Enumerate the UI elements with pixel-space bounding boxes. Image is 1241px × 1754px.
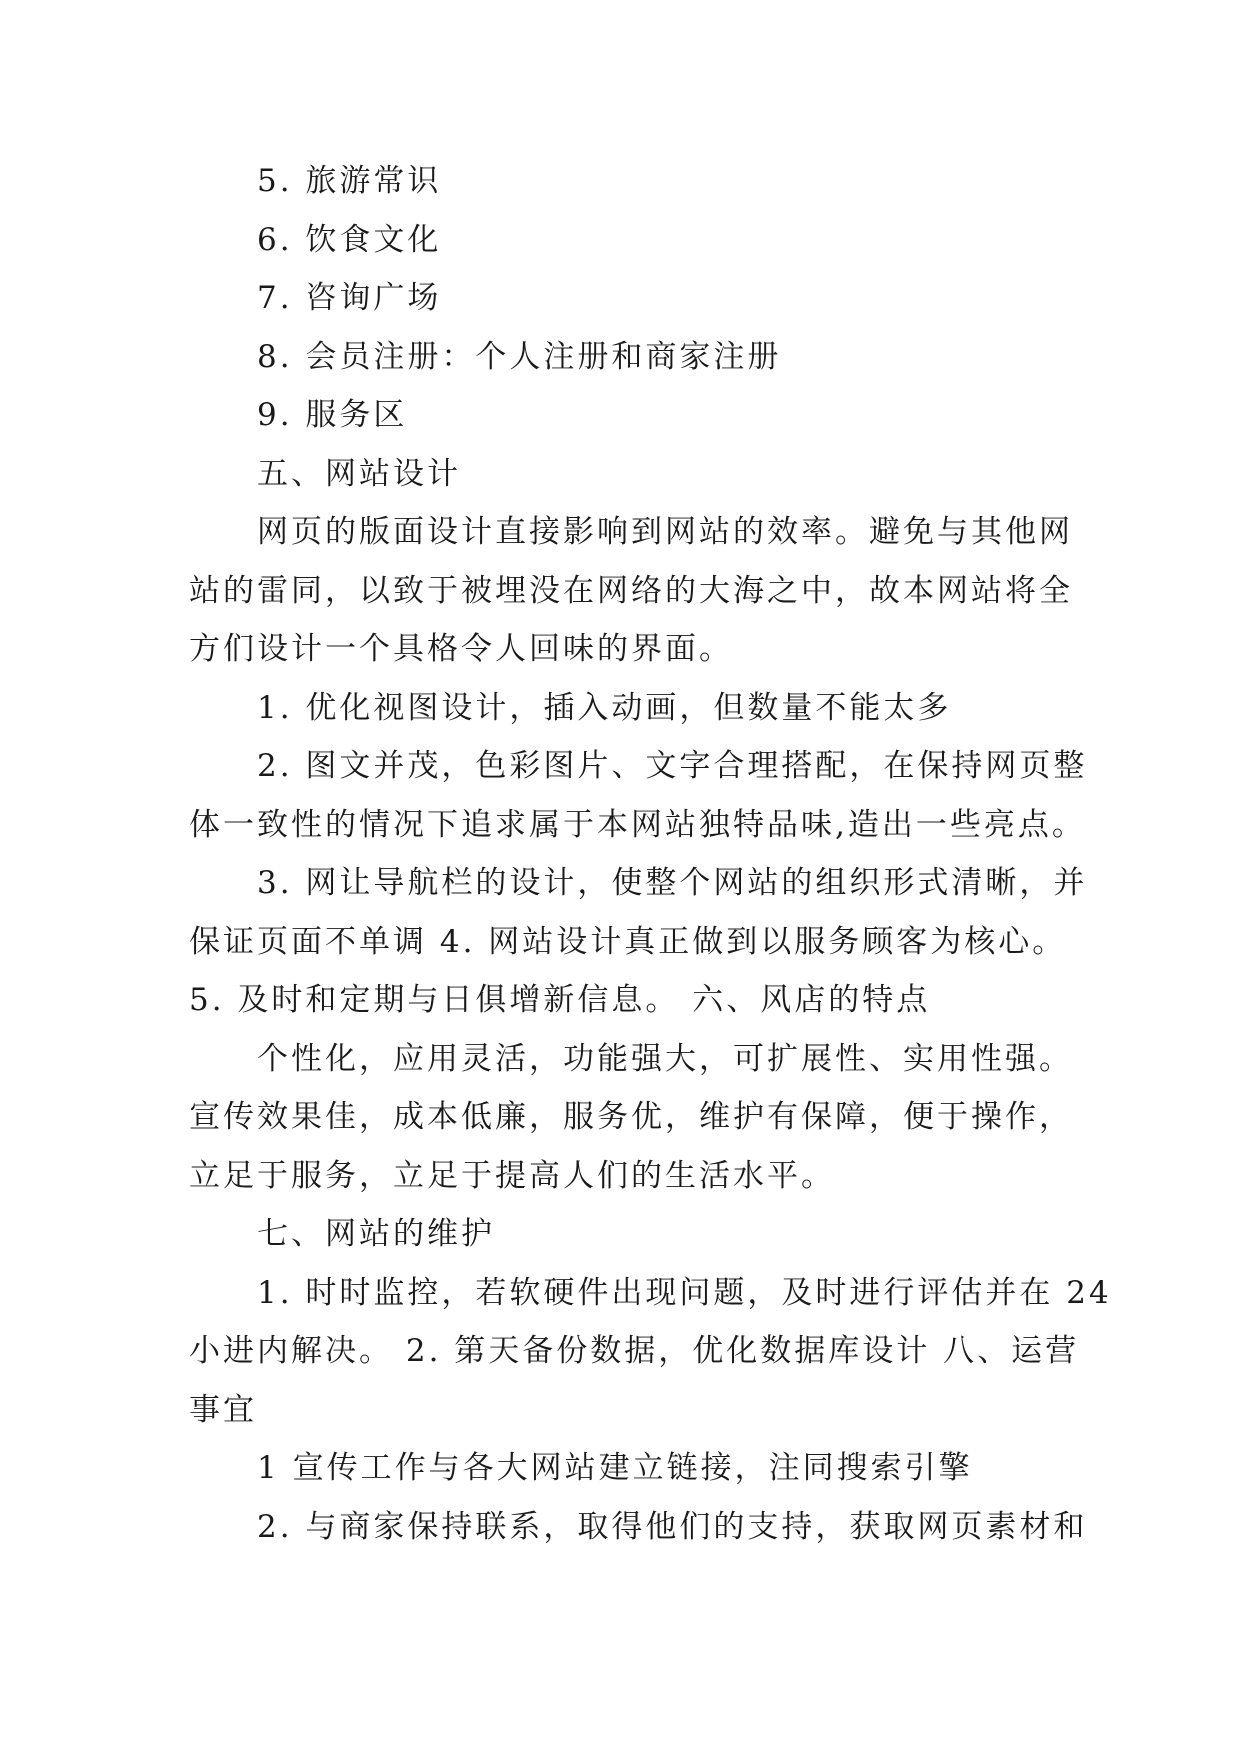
text-line: 小进内解决。 2. 第天备份数据，优化数据库设计 八、运营 (189, 1333, 1080, 1369)
text-line: 2. 与商家保持联系，取得他们的支持，获取网页素材和 (257, 1508, 1088, 1545)
text-line: 宣传效果佳，成本低廉，服务优，维护有保障，便于操作， (189, 1099, 1073, 1135)
section-heading: 七、网站的维护 (257, 1216, 495, 1252)
text-line: 1. 优化视图设计，插入动画，但数量不能太多 (257, 689, 952, 726)
text-line: 6. 饮食文化 (257, 221, 442, 258)
text-line: 站的雷同，以致于被埋没在网络的大海之中，故本网站将全 (189, 572, 1073, 609)
text-line: 7. 咨询广场 (257, 280, 442, 316)
text-line: 1. 时时监控，若软硬件出现问题，及时进行评估并在 24 (257, 1274, 1112, 1311)
document-body (189, 152, 1112, 1556)
text-line: 网页的版面设计直接影响到网站的效率。避免与其他网 (257, 514, 1073, 550)
text-line: 立足于服务，立足于提高人们的生活水平。 (189, 1157, 835, 1194)
text-line: 9. 服务区 (257, 397, 408, 433)
text-line: 3. 网让导航栏的设计，使整个网站的组织形式清晰，并 (257, 865, 1088, 901)
text-line: 保证页面不单调 4. 网站设计真正做到以服务顾客为核心。 (189, 923, 1067, 960)
text-line: 方们设计一个具格令人回味的界面。 (189, 631, 733, 667)
text-line: 2. 图文并茂，色彩图片、文字合理搭配，在保持网页整 (257, 748, 1088, 784)
text-line: 8. 会员注册：个人注册和商家注册 (257, 338, 782, 375)
text-line: 个性化，应用灵活，功能强大，可扩展性、实用性强。 (257, 1040, 1073, 1077)
text-line: 事宜 (189, 1391, 257, 1428)
text-line: 1 宣传工作与各大网站建立链接，注同搜索引擎 (257, 1450, 973, 1486)
section-heading: 五、网站设计 (257, 455, 461, 492)
text-line: 5. 及时和定期与日俱增新信息。 六、风店的特点 (189, 982, 931, 1018)
text-line: 5. 旅游常识 (257, 163, 442, 199)
text-line: 体一致性的情况下追求属于本网站独特品味,造出一些亮点。 (189, 806, 1086, 843)
